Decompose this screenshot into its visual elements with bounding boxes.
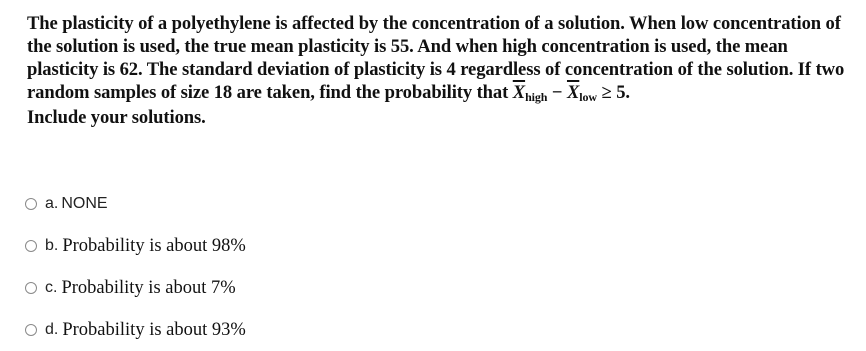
answer-options [25, 183, 246, 351]
radio-button-b[interactable] [25, 240, 37, 252]
question-text [27, 12, 857, 129]
option-a-text: NONE [61, 195, 108, 212]
option-c-text: Probability is about 7% [61, 277, 236, 298]
option-d-text: Probability is about 93% [62, 319, 246, 340]
option-c[interactable] [25, 267, 246, 309]
option-b-letter: b. [45, 237, 59, 254]
x-bar-low-symbol: $\overline{X}$ [566, 82, 580, 103]
option-b[interactable] [25, 225, 246, 267]
option-a[interactable] [25, 183, 246, 225]
option-b-text: Probability is about 98% [62, 235, 246, 256]
inequality-text: ≥ 5. [601, 82, 630, 103]
radio-button-d[interactable] [25, 324, 37, 336]
option-d-letter: d. [45, 321, 59, 338]
radio-button-a[interactable] [25, 198, 37, 210]
radio-button-c[interactable] [25, 282, 37, 294]
subscript-high: high [525, 90, 548, 104]
subscript-low: low [579, 90, 597, 104]
option-d[interactable] [25, 309, 246, 351]
question-body: The plasticity of a polyethylene is affected by the concentration of a solution. When low concentration of the solution is used, the true mean plasticity is 55. And when high concentration is used, the mean plasticity is 62. The standard deviation of plasticity is 4 regardless of concentration of the solution. If two random samples of size 18 are taken, find the probability that [27, 13, 845, 103]
x-bar-high-symbol: $\overline{X}$ [512, 82, 526, 103]
option-a-letter: a. [45, 195, 59, 212]
option-c-letter: c. [45, 279, 58, 296]
minus-sign: − [547, 82, 567, 103]
instruction-text: Include your solutions. [27, 107, 206, 128]
